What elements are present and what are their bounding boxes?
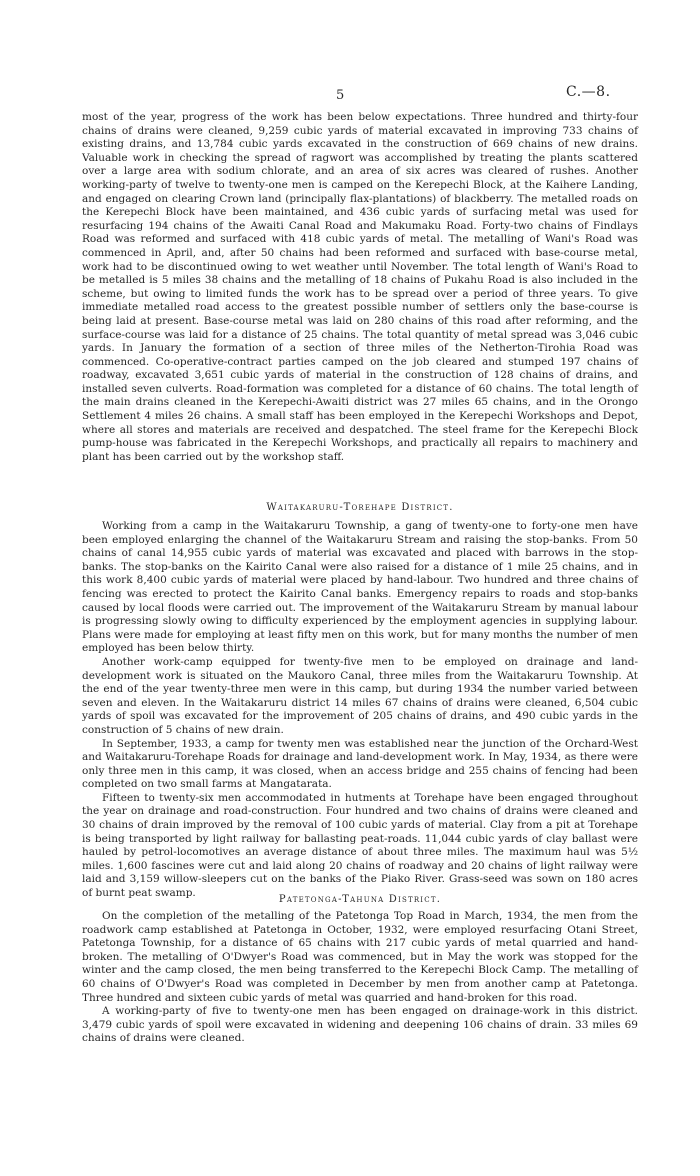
page-number: 5 [336,88,345,103]
paragraph: Fifteen to twenty-six men accommodated in hutments at Torehape have been engaged throughout the year on drainage and road-construction. Four hundred and two chains of drains were cleaned and 30 chains of drain improved by the removal of 100 cubic yards of material. Clay from a pit at Torehape is being transported by light railway for ballasting peat-roads. 11,044 cubic yards of clay ballast were hauled by petrol-locomotives an average distance of about three miles. The maximum haul was 5½ miles. 1,600 fascines were cut and laid along 20 chains of roadway and 20 chains of light railway were laid and 3,159 willow-sleepers cut on the banks of the Piako River. Grass-seed was sown on 180 acres of burnt peat swamp. [82,791,638,900]
paragraph: On the completion of the metalling of the Patetonga Top Road in March, 1934, the men from the roadwork camp established at Patetonga in October, 1932, were employed resurfacing Otani Street, Patetonga Township, for a distance of 65 chains with 217 cubic yards of metal quarried and hand-broken. The metalling of O'Dwyer's Road was commenced, but in May the work was stopped for the winter and the camp closed, the men being transferred to the Kerepechi Block Camp. The metalling of 60 chains of O'Dwyer's Road was completed in December by men from another camp at Patetonga. Three hundred and sixteen cubic yards of metal was quarried and hand-broken for this road. [82,910,638,1004]
paragraph: most of the year, progress of the work has been below expectations. Three hundred and thirty-four chains of drains were cleaned, 9,259 cubic yards of material excavated in improving 733 chains of existing drains, and 13,784 cubic yards excavated in the construction of 669 chains of new drains. Valuable work in checking the spread of ragwort was accomplished by treating the plants scattered over a large area with sodium chlorate, and an area of six acres was cleared of rushes. Another working-party of twelve to twenty-one men is camped on the Kerepechi Block, at the Kaihere Landing, and engaged on clearing Crown land (principally flax-plantations) of blackberry. The metalled roads on the Kerepechi Block have been maintained, and 436 cubic yards of surfacing metal was used for resurfacing 194 chains of the Awaiti Canal Road and Makumaku Road. Forty-two chains of Findlays Road was reformed and surfaced with 418 cubic yards of metal. The metalling of Wani's Road was commenced in April, and, after 50 chains had been reformed and surfaced with base-course metal, work had to be discontinued owing to wet weather until November. The total length of Wani's Road to be metalled is 5 miles 38 chains and the metalling of 18 chains of Pukahu Road is also included in the scheme, but owing to limited funds the work has to be spread over a period of three years. To give immediate metalled road access to the greatest possible number of settlers only the base-course is being laid at present. Base-course metal was laid on 280 chains of this road after reforming, and the surface-course was laid for a distance of 25 chains. The total quantity of metal spread was 3,046 cubic yards. In January the formation of a section of three miles of the Netherton-Tirohia Road was commenced. Co-operative-contract parties camped on the job cleared and stumped 197 chains of roadway, excavated 3,651 cubic yards of material in the construction of 128 chains of drains, and installed seven culverts. Road-formation was completed for a distance of 60 chains. The total length of the main drains cleaned in the Kerepechi-Awaiti district was 27 miles 65 chains, and in the Orongo Settlement 4 miles 26 chains. A small staff has been employed in the Kerepechi Workshops and Depot, where all stores and materials are received and despatched. The steel frame for the Kerepechi Block pump-house was fabricated in the Kerepechi Workshops, and practically all repairs to machinery and plant has been carried out by the workshop staff. [82,111,638,463]
paragraph: A working-party of five to twenty-one men has been engaged on drainage-work in this district. 3,479 cubic yards of spoil were excavated in widening and deepening 106 chains of drain. 33 miles 69 chains of drains were cleaned. [82,1005,638,1045]
document-reference: C.—8. [566,84,611,100]
section-heading: Patetonga-Tahuna District. [278,894,442,905]
section-body [82,520,638,901]
section-heading: Waitakaruru-Torehape District. [266,502,454,513]
paragraph: In September, 1933, a camp for twenty men was established near the junction of the Orchard-West and Waitakaruru-Torehape Roads for drainage and land-development work. In May, 1934, as there were only three men in this camp, it was closed, when an access bridge and 255 chains of fencing had been completed on two small farms at Mangatarata. [82,737,638,791]
paragraph: Another work-camp equipped for twenty-five men to be employed on drainage and land-development work is situated on the Maukoro Canal, three miles from the Waitakaruru Township. At the end of the year twenty-three men were in this camp, but during 1934 the number varied between seven and eleven. In the Waitakaruru district 14 miles 67 chains of drains were cleaned, 6,504 cubic yards of spoil was excavated for the improvement of 205 chains of drains, and 490 cubic yards in the construction of 5 chains of new drain. [82,655,638,736]
paragraph: Working from a camp in the Waitakaruru Township, a gang of twenty-one to forty-one men have been employed enlarging the channel of the Waitakaruru Stream and raising the stop-banks. From 50 chains of canal 14,955 cubic yards of material was excavated and placed with barrows in the stop-banks. The stop-banks on the Kairito Canal were also raised for a distance of 1 mile 25 chains, and in this work 8,400 cubic yards of material were placed by hand-labour. Two hundred and three chains of fencing was erected to protect the Kairito Canal banks. Emergency repairs to roads and stop-banks caused by local floods were carried out. The improvement of the Waitakaruru Stream by manual labour is progressing slowly owing to difficulty experienced by the employment agencies in supplying labour. Plans were made for employing at least fifty men on this work, but for many months the number of men employed has been below thirty. [82,520,638,655]
section-body [82,111,638,464]
section-body [82,910,638,1046]
